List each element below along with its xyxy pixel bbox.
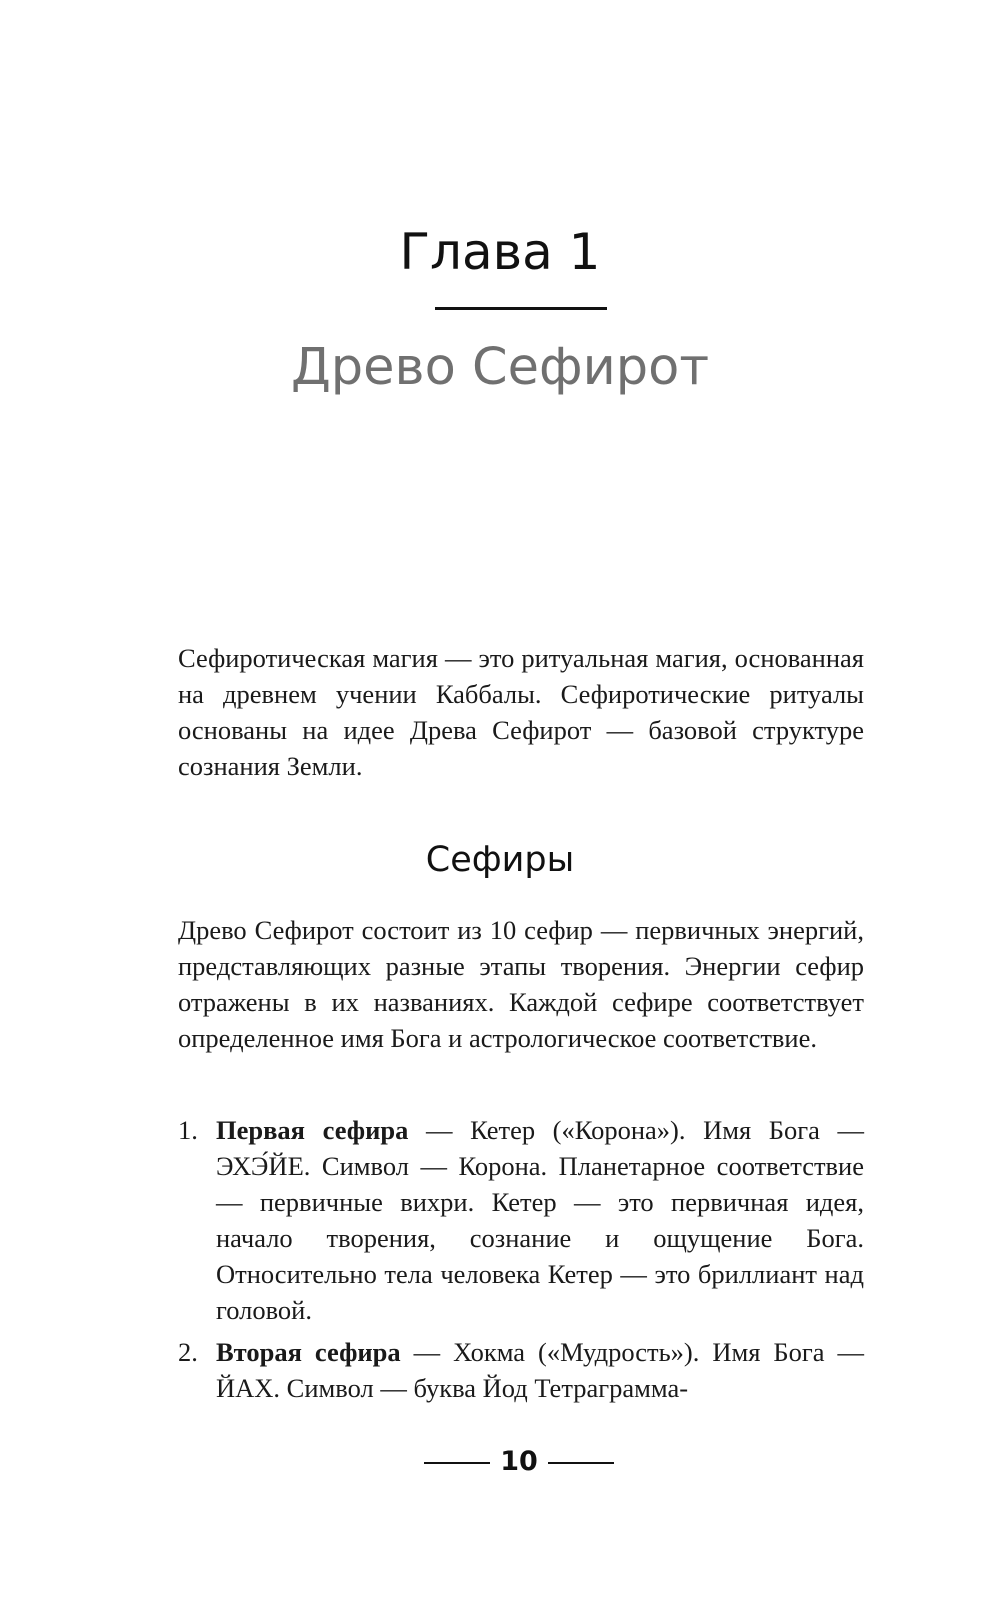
sefira-list [178,1112,864,1412]
footer-rule-right [548,1462,614,1464]
footer-rule-left [424,1462,490,1464]
list-item [178,1334,864,1406]
page-footer [0,1442,1000,1482]
list-item-number: 2. [178,1337,198,1367]
page-number: 10 [500,1446,538,1477]
list-item-text: — Хокма («Мудрость»). Имя Бога — ЙАХ. Символ — буква Йод Тетраграмма- [216,1337,865,1403]
list-item-number: 1. [178,1115,198,1145]
chapter-title: Древо Сефирот [290,338,710,397]
chapter-divider [435,307,607,310]
list-item-text: — Кетер («Корона»). Имя Бога — ЭХЭ́ЙЕ. Символ — Корона. Планетарное соответствие — первичные вихри. Кетер — это первичная идея, начало творения, сознание и ощущение Бога. Относительно тела человека Кетер — это бриллиант над головой. [216,1115,864,1325]
chapter-label: Глава 1 [399,223,601,281]
list-item [178,1112,864,1328]
intro-paragraph: Сефиротическая магия — это ритуальная магия, основанная на древнем учении Каббалы. Сефиротические ритуалы основаны на идее Древа Сефирот — базовой структуре сознания Земли. [178,643,864,781]
section-paragraph: Древо Сефирот состоит из 10 сефир — первичных энергий, представляющих разные этапы творения. Энергии сефир отражены в их названиях. Каждой сефире соответствует определенное имя Бога и астрологическое соответствие. [178,915,864,1053]
list-item-title: Вторая сефира [216,1337,401,1367]
list-item-title: Первая сефира [216,1115,409,1145]
section-heading: Сефиры [425,840,575,880]
